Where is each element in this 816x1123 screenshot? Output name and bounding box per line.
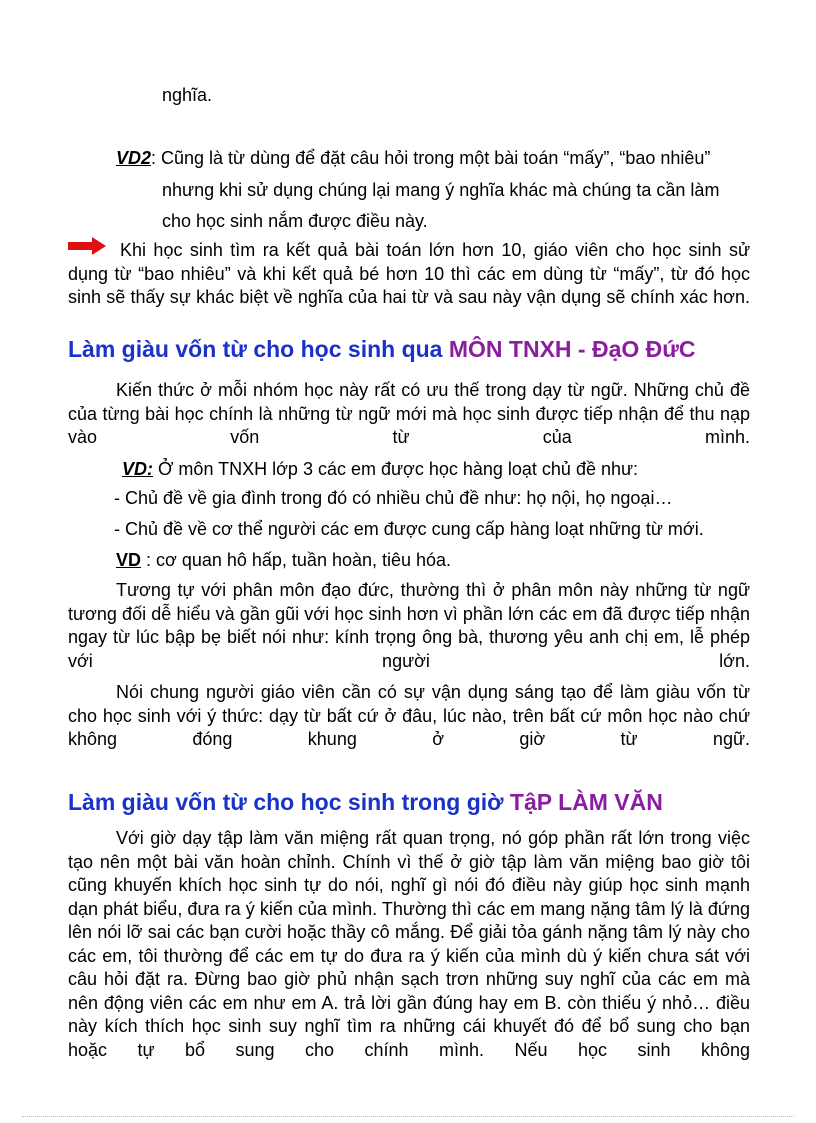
bullet-item: - Chủ đề về cơ thể người các em được cung cấp hàng loạt những từ mới. xyxy=(114,519,704,539)
section-heading-tap-lam-van xyxy=(68,789,663,816)
example-vd2-line2: nhưng khi sử dụng chúng lại mang ý nghĩa khác mà chúng ta cần làm xyxy=(162,180,720,200)
paragraph: Nói chung người giáo viên cần có sự vận dụng sáng tạo để làm giàu vốn từ cho học sinh với ý thức: dạy từ bất cứ ở đâu, lúc nào, trên bất cứ môn học nào chứ không đóng khung ở giờ từ ngữ. xyxy=(68,682,750,749)
example-label: VD xyxy=(116,550,142,570)
example-text: : cơ quan hô hấp, tuần hoàn, tiêu hóa. xyxy=(141,550,452,570)
example-vd-line xyxy=(122,458,638,481)
example-vd2-line1 xyxy=(116,147,710,170)
heading-prefix: Làm giàu vốn từ cho học sinh qua xyxy=(68,336,449,362)
example-text: Ở môn TNXH lớp 3 các em được học hàng loạt chủ đề như: xyxy=(153,459,639,479)
bullet-item: - Chủ đề về gia đình trong đó có nhiều chủ đề như: họ nội, họ ngoại… xyxy=(114,488,673,508)
heading-highlight: TậP LÀM VĂN xyxy=(509,789,663,815)
paragraph: Kiến thức ở mỗi nhóm học này rất có ưu thế trong dạy từ ngữ. Những chủ đề của từng bài học chính là những từ ngữ mới mà học sinh được tiếp nhận để thu nạp vào vốn từ của mình. xyxy=(68,380,750,447)
continuation-text: nghĩa. xyxy=(162,85,213,105)
page-bottom-border xyxy=(22,1116,794,1117)
example-label: VD: xyxy=(122,459,153,479)
note-paragraph: Khi học sinh tìm ra kết quả bài toán lớn hơn 10, giáo viên cho học sinh sử dụng từ “bao nhiêu” và khi kết quả bé hơn 10 thì các em dùng từ “mấy”, từ đó học sinh sẽ thấy sự khác biệt về nghĩa của hai từ và sau này vận dụng sẽ chính xác hơn. xyxy=(68,240,750,307)
example-vd-line xyxy=(116,549,451,572)
section-heading-tnxh xyxy=(68,336,696,363)
paragraph: Với giờ dạy tập làm văn miệng rất quan trọng, nó góp phần rất lớn trong việc tạo nên một bài văn hoàn chỉnh. Chính vì thế ở giờ tập làm văn miệng bao giờ tôi cũng khuyến khích học sinh tự do nói, nghĩ gì nói đó điều này giúp học sinh mạnh dạn phát biểu, đưa ra ý kiến của mình. Thường thì các em mang nặng tâm lý là đứng lên nói lỡ sai các bạn cười hoặc thầy cô mắng. Để giải tỏa gánh nặng tâm lý này cho các em, tôi thường để các em tự do đưa ra ý kiến của mình dù ý kiến chưa sát với câu hỏi đặt ra. Đừng bao giờ phủ nhận sạch trơn những suy nghĩ của các em mà nên động viên các em như em A. trả lời gần đúng hay em B. còn thiếu ý nhỏ… điều này kích thích học sinh suy nghĩ tìm ra những cái khuyết đó để bổ sung cho bạn hoặc tự bổ sung cho chính mình. Nếu học sinh không xyxy=(68,828,750,1060)
heading-prefix: Làm giàu vốn từ cho học sinh trong giờ xyxy=(68,789,510,815)
heading-highlight: MÔN TNXH - ĐạO ĐứC xyxy=(448,336,696,362)
example-text: : Cũng là từ dùng để đặt câu hỏi trong một bài toán “mấy”, “bao nhiêu” xyxy=(151,148,711,168)
example-label: VD2 xyxy=(116,148,152,168)
paragraph: Tương tự với phân môn đạo đức, thường thì ở phân môn này những từ ngữ tương đối dễ hiểu và gần gũi với học sinh hơn vì phần lớn các em đã được tiếp nhận ngay từ lúc bập bẹ biết nói như: kính trọng ông bà, thương yêu anh chị em, lễ phép với người lớn. xyxy=(68,580,750,671)
example-vd2-line3: cho học sinh nắm được điều này. xyxy=(162,211,428,231)
